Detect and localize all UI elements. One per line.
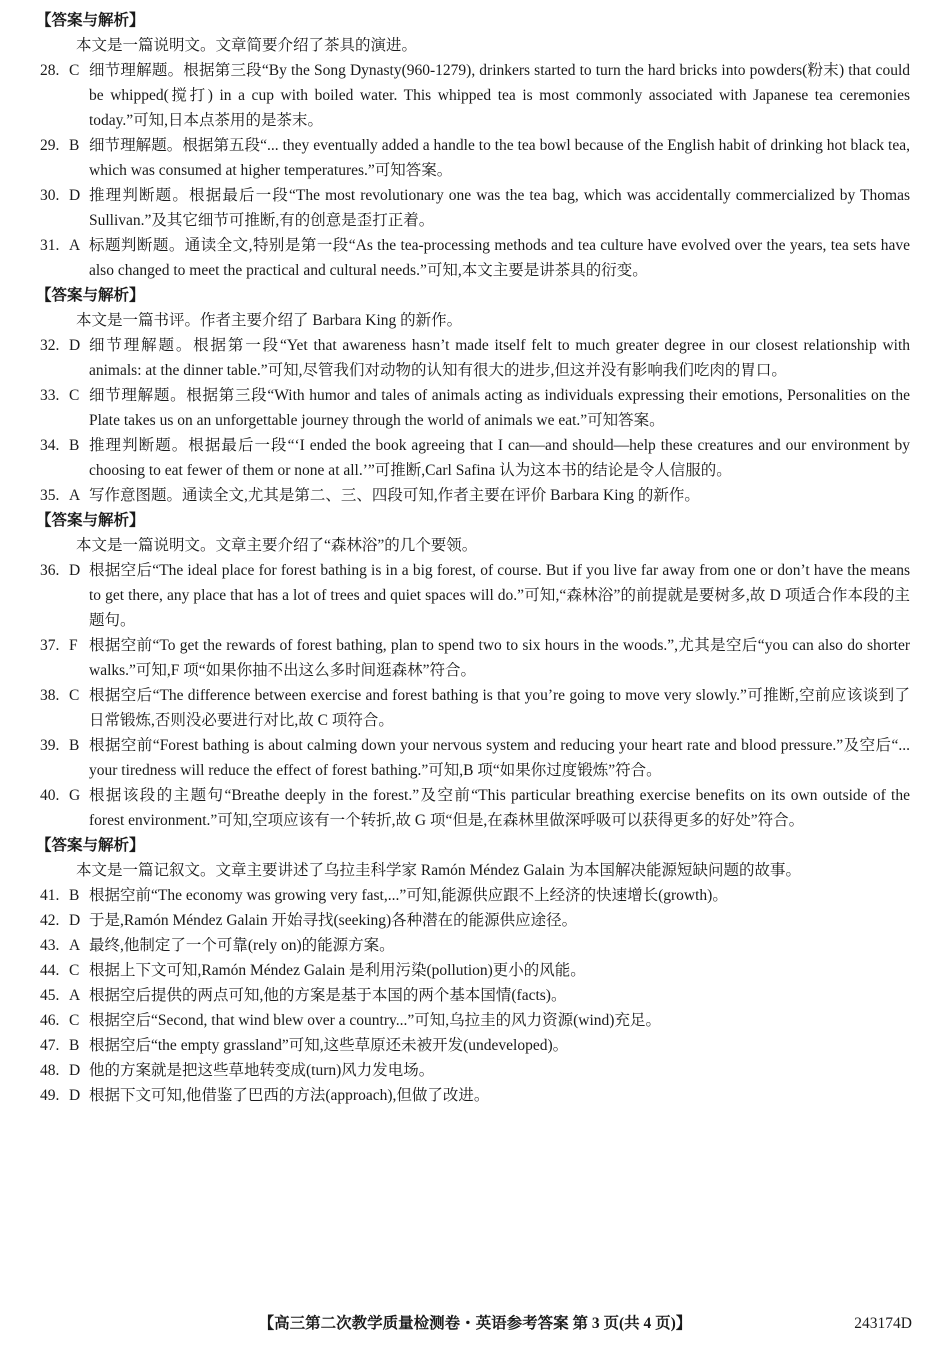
answer-item-42 (40, 908, 910, 933)
item-answer: D (69, 912, 81, 929)
item-number: 32. (40, 337, 60, 354)
item-number: 30. (40, 187, 60, 204)
item-answer: F (69, 637, 78, 654)
item-number: 39. (40, 737, 60, 754)
item-number: 36. (40, 562, 60, 579)
item-explanation: 根据下文可知,他借鉴了巴西的方法(approach),但做了改进。 (89, 1087, 490, 1104)
answer-item-31 (40, 233, 910, 283)
item-explanation: 根据该段的主题句“Breathe deeply in the forest.”及空前“This particular breathing exercise benefits on its own outside of the forest environment.”可知,空项应该有一个转折,故 G 项“但是,在森林里做深呼吸可以获得更多的好处”符合。 (89, 787, 910, 829)
section-header: 【答案与解析】 (36, 12, 145, 29)
item-number: 41. (40, 887, 60, 904)
answer-item-33 (40, 383, 910, 433)
section-intro: 本文是一篇说明文。文章简要介绍了茶具的演进。 (76, 37, 418, 54)
answer-item-38 (40, 683, 910, 733)
item-number: 38. (40, 687, 60, 704)
item-answer: D (69, 1062, 81, 1079)
item-explanation: 根据空后“Second, that wind blew over a country...”可知,乌拉圭的风力资源(wind)充足。 (89, 1012, 661, 1029)
footer-title: 【高三第二次教学质量检测卷・英语参考答案 第 3 页(共 4 页)】 (258, 1315, 692, 1332)
item-explanation: 根据空后提供的两点可知,他的方案是基于本国的两个基本国情(facts)。 (89, 987, 567, 1004)
answer-item-49 (40, 1083, 910, 1108)
item-number: 45. (40, 987, 60, 1004)
answer-item-45 (40, 983, 910, 1008)
item-number: 34. (40, 437, 60, 454)
answer-item-29 (40, 133, 910, 183)
answer-item-34 (40, 433, 910, 483)
answer-item-43 (40, 933, 910, 958)
item-answer: C (69, 387, 80, 404)
item-number: 48. (40, 1062, 60, 1079)
item-explanation: 他的方案就是把这些草地转变成(turn)风力发电场。 (89, 1062, 435, 1079)
answer-item-37 (40, 633, 910, 683)
section-header: 【答案与解析】 (36, 512, 145, 529)
item-explanation: 根据空前“To get the rewards of forest bathing, plan to spend two to six hours in the woods.”,尤其是空后“you can also do shorter walks.”可知,F 项“如果你抽不出这么多时间逛森林”符合。 (89, 637, 910, 679)
answer-item-32 (40, 333, 910, 383)
item-answer: A (69, 937, 81, 954)
item-answer: G (69, 787, 81, 804)
item-number: 40. (40, 787, 60, 804)
item-explanation: 细节理解题。根据第一段“Yet that awareness hasn’t made itself felt to much greater degree in our closest relationship with animals: at the dinner table.”可知,尽管我们对动物的认知有很大的进步,但这并没有影响我们吃肉的胃口。 (89, 337, 910, 379)
item-explanation: 最终,他制定了一个可靠(rely on)的能源方案。 (89, 937, 395, 954)
section-header: 【答案与解析】 (36, 837, 145, 854)
item-answer: C (69, 687, 80, 704)
item-number: 43. (40, 937, 60, 954)
item-number: 29. (40, 137, 60, 154)
answer-item-39 (40, 733, 910, 783)
item-explanation: 细节理解题。根据第五段“... they eventually added a handle to the tea bowl because of the English habit of drinking hot black tea, which was consumed at higher temperatures.”可知答案。 (89, 137, 910, 179)
item-number: 28. (40, 62, 60, 79)
section-4 (36, 833, 910, 1108)
footer-code: 243174D (854, 1315, 912, 1332)
item-answer: A (69, 237, 81, 254)
item-explanation: 根据空后“the empty grassland”可知,这些草原还未被开发(undeveloped)。 (89, 1037, 569, 1054)
item-explanation: 写作意图题。通读全文,尤其是第二、三、四段可知,作者主要在评价 Barbara King 的新作。 (89, 487, 700, 504)
item-answer: C (69, 62, 80, 79)
section-intro: 本文是一篇书评。作者主要介绍了 Barbara King 的新作。 (76, 312, 463, 329)
item-answer: D (69, 337, 81, 354)
item-explanation: 细节理解题。根据第三段“By the Song Dynasty(960-1279), drinkers started to turn the hard bricks into powders(粉末) that could be whipped(搅打) in a cup with boiled water. This whipped tea is most commonly associated with Japanese tea ceremonies today.”可知,日本点茶用的是茶末。 (89, 62, 910, 129)
item-answer: B (69, 437, 80, 454)
item-number: 47. (40, 1037, 60, 1054)
item-explanation: 根据上下文可知,Ramón Méndez Galain 是利用污染(pollution)更小的风能。 (89, 962, 586, 979)
item-answer: D (69, 1087, 81, 1104)
item-explanation: 于是,Ramón Méndez Galain 开始寻找(seeking)各种潜在的能源供应途径。 (89, 912, 578, 929)
section-intro: 本文是一篇说明文。文章主要介绍了“森林浴”的几个要领。 (76, 537, 478, 554)
item-answer: B (69, 137, 80, 154)
item-answer: B (69, 1037, 80, 1054)
item-explanation: 根据空前“Forest bathing is about calming down your nervous system and reducing your heart rate and blood pressure.”及空后“... your tiredness will reduce the effect of forest bathing.”可知,B 项“如果你过度锻炼”符合。 (89, 737, 910, 779)
item-explanation: 推理判断题。根据最后一段“‘I ended the book agreeing that I can—and should—help these creatures and our environment by choosing to eat fewer of them or none at all.’”可推断,Carl Safina 认为这本书的结论是令人信服的。 (89, 437, 910, 479)
item-explanation: 细节理解题。根据第三段“With humor and tales of animals acting as individuals expressing their emotions, Personalities on the Plate takes us on an unforgettable journey through the world of animals we eat.”可知答案。 (89, 387, 910, 429)
answer-item-44 (40, 958, 910, 983)
answer-item-30 (40, 183, 910, 233)
section-header: 【答案与解析】 (36, 287, 145, 304)
item-answer: A (69, 487, 81, 504)
answer-item-41 (40, 883, 910, 908)
answer-item-36 (40, 558, 910, 633)
answer-item-35 (40, 483, 910, 508)
item-number: 42. (40, 912, 60, 929)
item-answer: D (69, 187, 81, 204)
item-number: 35. (40, 487, 60, 504)
answer-item-40 (40, 783, 910, 833)
item-answer: B (69, 737, 80, 754)
item-number: 31. (40, 237, 60, 254)
answer-item-46 (40, 1008, 910, 1033)
item-answer: C (69, 962, 80, 979)
section-intro: 本文是一篇记叙文。文章主要讲述了乌拉圭科学家 Ramón Méndez Galain 为本国解决能源短缺问题的故事。 (76, 862, 802, 879)
item-number: 44. (40, 962, 60, 979)
section-2 (36, 283, 910, 508)
section-1 (36, 8, 910, 283)
item-number: 49. (40, 1087, 60, 1104)
answer-item-48 (40, 1058, 910, 1083)
item-number: 37. (40, 637, 60, 654)
answer-item-47 (40, 1033, 910, 1058)
answer-item-28 (40, 58, 910, 133)
item-explanation: 推理判断题。根据最后一段“The most revolutionary one was the tea bag, which was accidentally commercialized by Thomas Sullivan.”及其它细节可推断,有的创意是歪打正着。 (89, 187, 910, 229)
item-explanation: 根据空后“The difference between exercise and forest bathing is that you’re going to move very slowly.”可推断,空前应该谈到了日常锻炼,否则没必要进行对比,故 C 项符合。 (89, 687, 910, 729)
item-explanation: 标题判断题。通读全文,特别是第一段“As the tea-processing methods and tea culture have evolved over the years, tea sets have also changed to meet the practical and cultural needs.”可知,本文主要是讲茶具的衍变。 (89, 237, 910, 279)
item-answer: A (69, 987, 81, 1004)
item-answer: C (69, 1012, 80, 1029)
section-3 (36, 508, 910, 833)
item-number: 46. (40, 1012, 60, 1029)
item-explanation: 根据空后“The ideal place for forest bathing is in a big forest, of course. But if you live far away from one or don’t have the means to get there, any place that has a lot of trees and quiet spaces will do.”可知,“森林浴”的前提就是要树多,故 D 项适合作本段的主题句。 (89, 562, 910, 629)
item-answer: D (69, 562, 81, 579)
page-footer (0, 1311, 950, 1337)
item-answer: B (69, 887, 80, 904)
item-number: 33. (40, 387, 60, 404)
item-explanation: 根据空前“The economy was growing very fast,...”可知,能源供应跟不上经济的快速增长(growth)。 (89, 887, 728, 904)
